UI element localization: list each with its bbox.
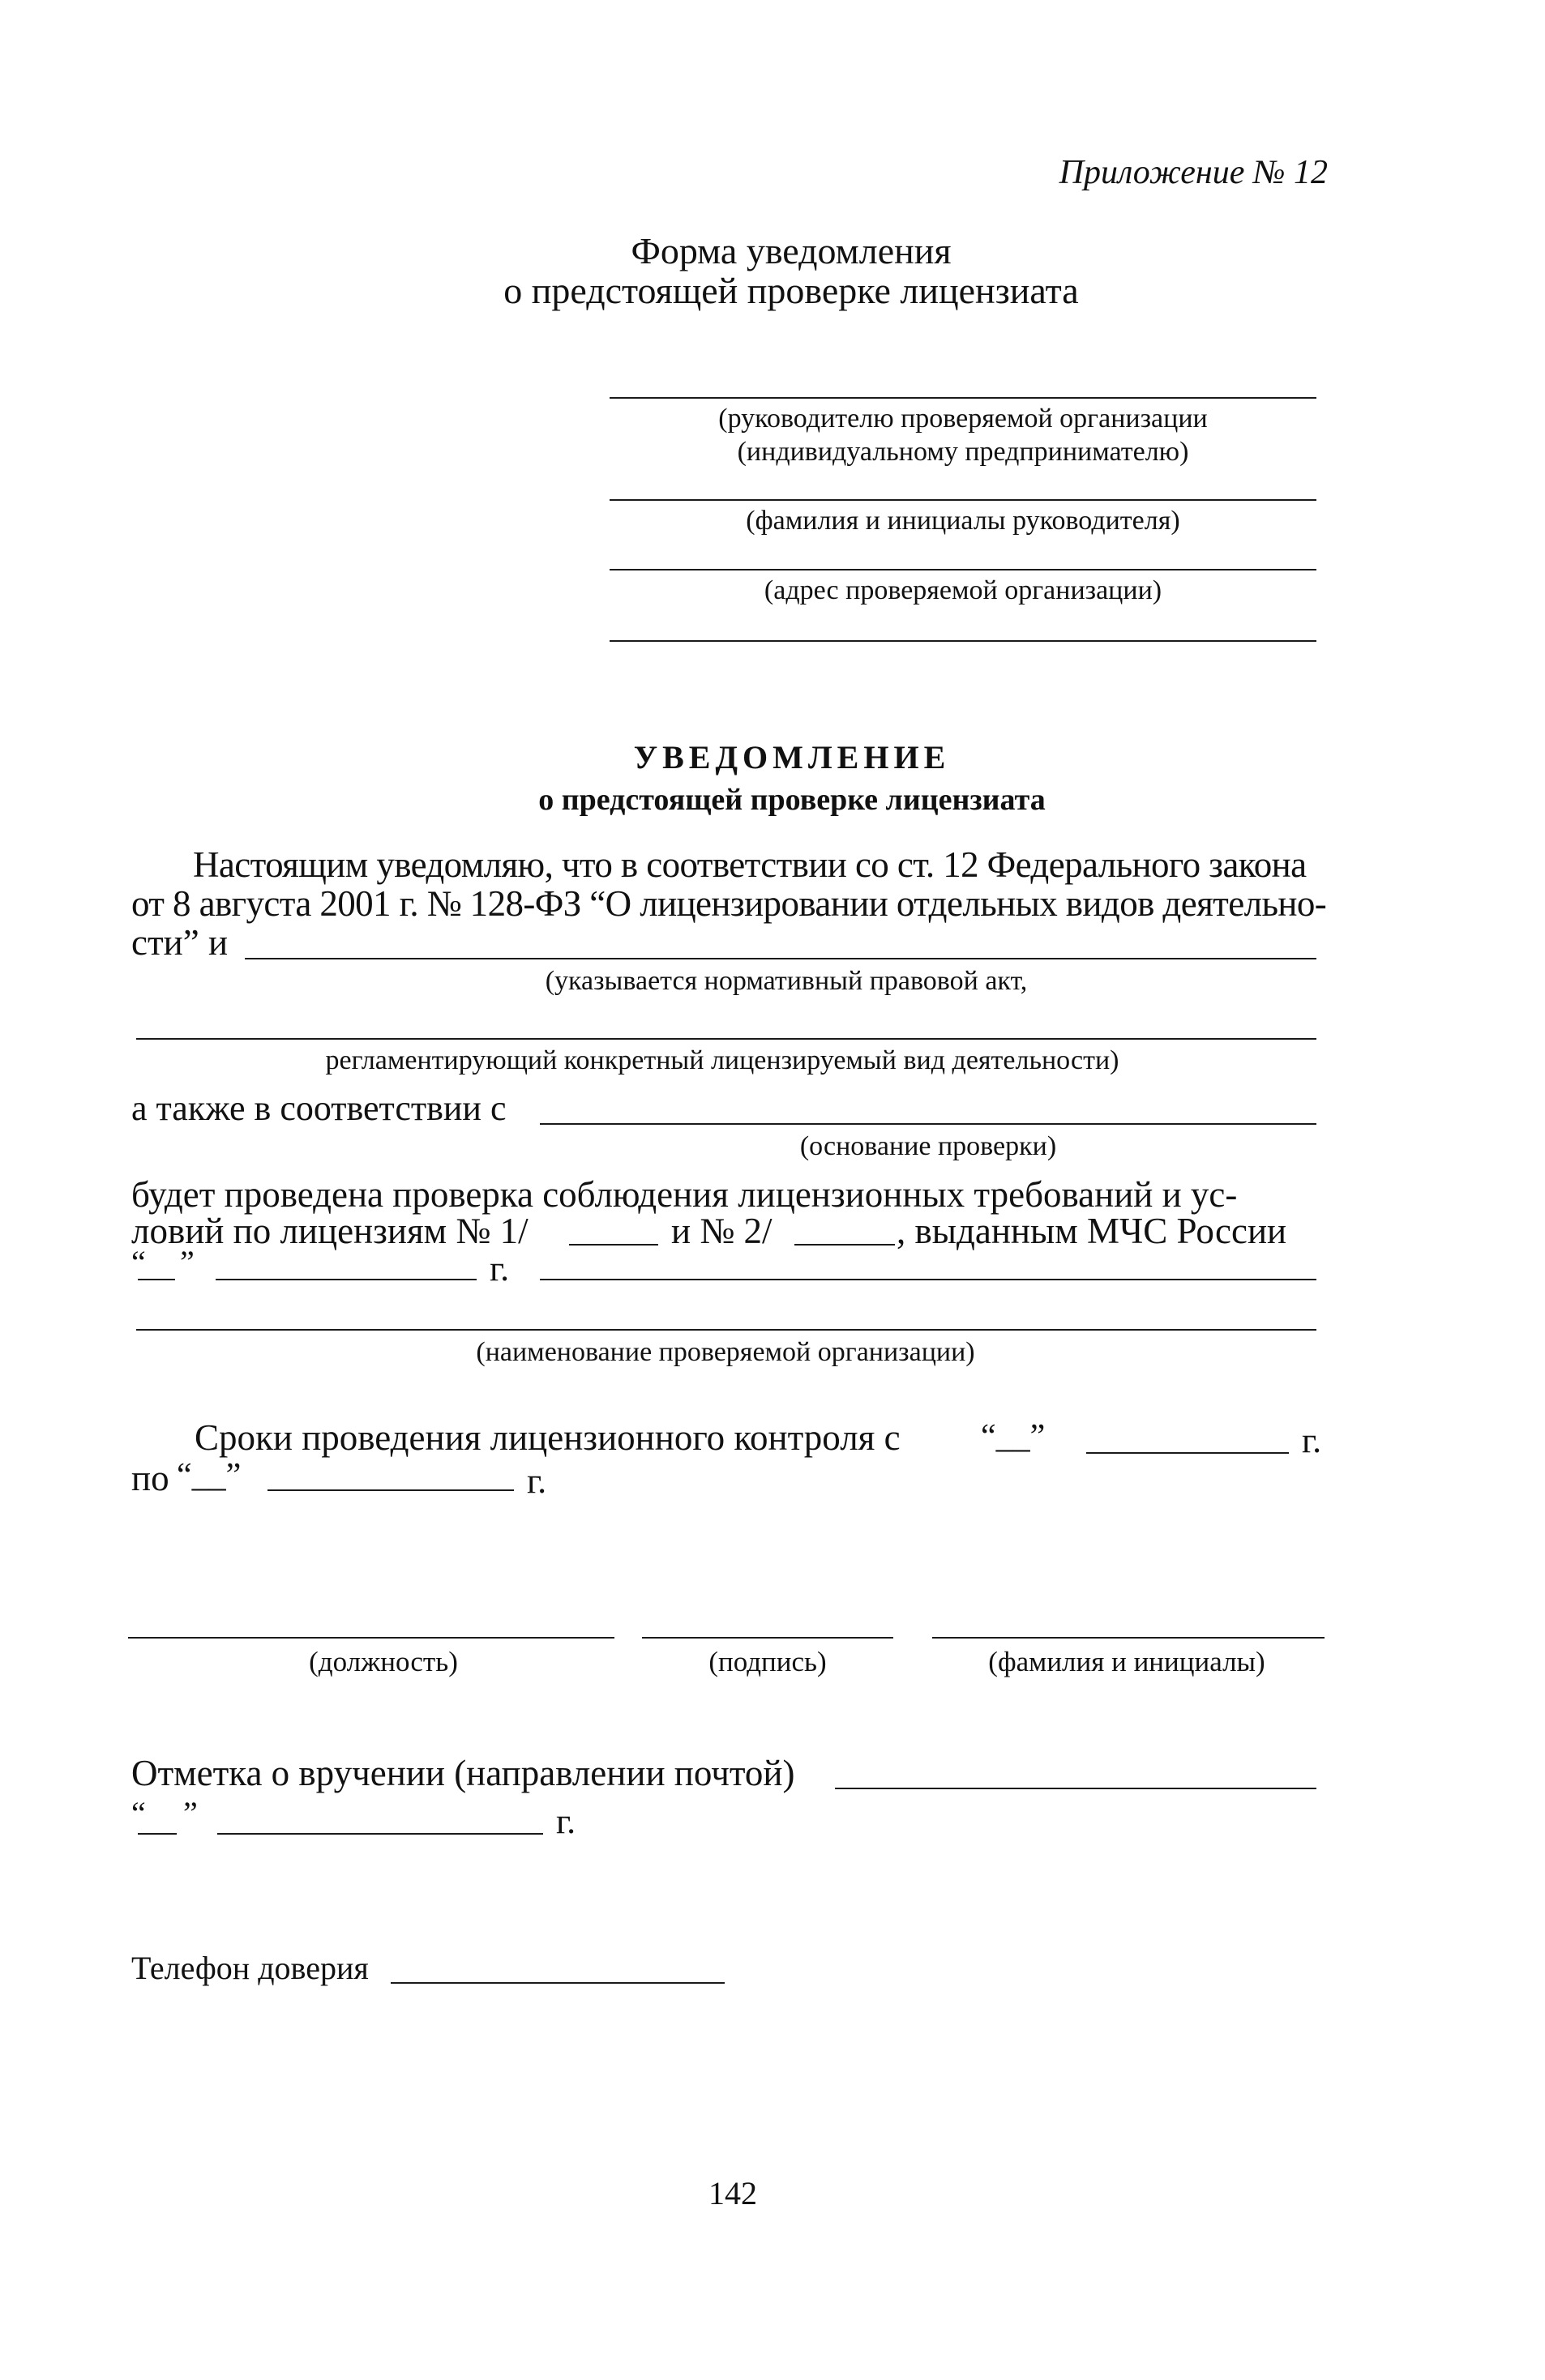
date-month-line[interactable] — [216, 1279, 477, 1280]
body-p2-line1: будет проведена проверка соблюдения лицензионных требований и ус- — [131, 1174, 1238, 1215]
date-year-mark: г. — [490, 1249, 510, 1288]
signature-line[interactable] — [642, 1637, 893, 1639]
position-line[interactable] — [128, 1637, 614, 1639]
terms-to-year-mark: г. — [527, 1461, 547, 1501]
delivery-month-line[interactable] — [217, 1833, 543, 1835]
addressee-name-label: (фамилия и инициалы руководителя) — [746, 506, 1180, 536]
legal-act-label-2: регламентирующий конкретный лицензируемый вид деятельности) — [325, 1045, 1119, 1075]
date-close-quote: ” — [180, 1244, 195, 1280]
notice-subtitle: о предстоящей проверке лицензиата — [538, 783, 1046, 817]
terms-from-day: “__” — [981, 1418, 1046, 1455]
addressee-head-line[interactable] — [610, 397, 1316, 399]
terms-to-text: по — [131, 1458, 169, 1498]
addressee-name-line[interactable] — [610, 499, 1316, 501]
hotline-line[interactable] — [391, 1982, 725, 1984]
delivery-close-quote: ” — [183, 1795, 198, 1831]
notice-title: УВЕДОМЛЕНИЕ — [633, 739, 951, 776]
body-p2-line2-a: ловий по лицензиям № 1/ — [131, 1211, 529, 1251]
organization-label: (наименование проверяемой организации) — [476, 1337, 975, 1367]
terms-to-day: “__” — [177, 1457, 242, 1494]
page-number: 142 — [708, 2175, 757, 2211]
form-title-line1: Форма уведомления — [631, 230, 952, 271]
form-title-line2: о предстоящей проверке лицензиата — [503, 270, 1079, 311]
delivery-line[interactable] — [835, 1788, 1316, 1789]
organization-line[interactable] — [540, 1279, 1316, 1280]
name-line[interactable] — [932, 1637, 1325, 1639]
date-day-line[interactable] — [138, 1279, 175, 1280]
basis-label: (основание проверки) — [799, 1131, 1057, 1161]
license-1-number-line[interactable] — [569, 1244, 658, 1246]
body-p1-line1: Настоящим уведомляю, что в соответствии со ст. 12 Федерального закона — [193, 844, 1307, 885]
license-2-number-line[interactable] — [794, 1244, 895, 1246]
terms-to-month-line[interactable] — [267, 1489, 514, 1491]
signature-label: (подпись) — [708, 1646, 827, 1677]
appendix-label: Приложение № 12 — [1059, 154, 1328, 191]
also-text: а также в соответствии с — [131, 1088, 507, 1128]
date-open-quote: “ — [131, 1244, 146, 1280]
hotline-text: Телефон доверия — [131, 1950, 369, 1986]
position-label: (должность) — [309, 1646, 458, 1677]
terms-from-year-mark: г. — [1302, 1421, 1322, 1460]
addressee-address-label: (адрес проверяемой организации) — [764, 575, 1162, 605]
body-p2-line2-b: и № 2/ — [671, 1211, 772, 1251]
body-p1-line2: от 8 августа 2001 г. № 128-ФЗ “О лицензировании отдельных видов деятельно- — [131, 883, 1327, 924]
legal-act-label-1: (указывается нормативный правовой акт, — [545, 966, 1028, 996]
addressee-extra-line[interactable] — [610, 640, 1316, 642]
addressee-address-line[interactable] — [610, 569, 1316, 570]
delivery-year-mark: г. — [556, 1801, 576, 1841]
basis-line[interactable] — [540, 1123, 1316, 1125]
delivery-text: Отметка о вручении (направлении почтой) — [131, 1753, 795, 1793]
terms-from-month-line[interactable] — [1086, 1452, 1289, 1454]
addressee-head-label-2: (индивидуальному предпринимателю) — [737, 437, 1189, 467]
delivery-day-line[interactable] — [138, 1833, 177, 1835]
legal-act-line-2[interactable] — [136, 1038, 1316, 1040]
body-p2-line2-c: , выданным МЧС России — [897, 1211, 1287, 1251]
organization-line-2[interactable] — [136, 1329, 1316, 1331]
full-name-label: (фамилия и инициалы) — [988, 1646, 1265, 1677]
addressee-head-label-1: (руководителю проверяемой организации — [718, 404, 1208, 434]
delivery-open-quote: “ — [131, 1795, 146, 1831]
legal-act-line[interactable] — [245, 958, 1316, 959]
terms-text: Сроки проведения лицензионного контроля с — [195, 1417, 901, 1458]
body-p1-line3: сти” и — [131, 922, 229, 963]
